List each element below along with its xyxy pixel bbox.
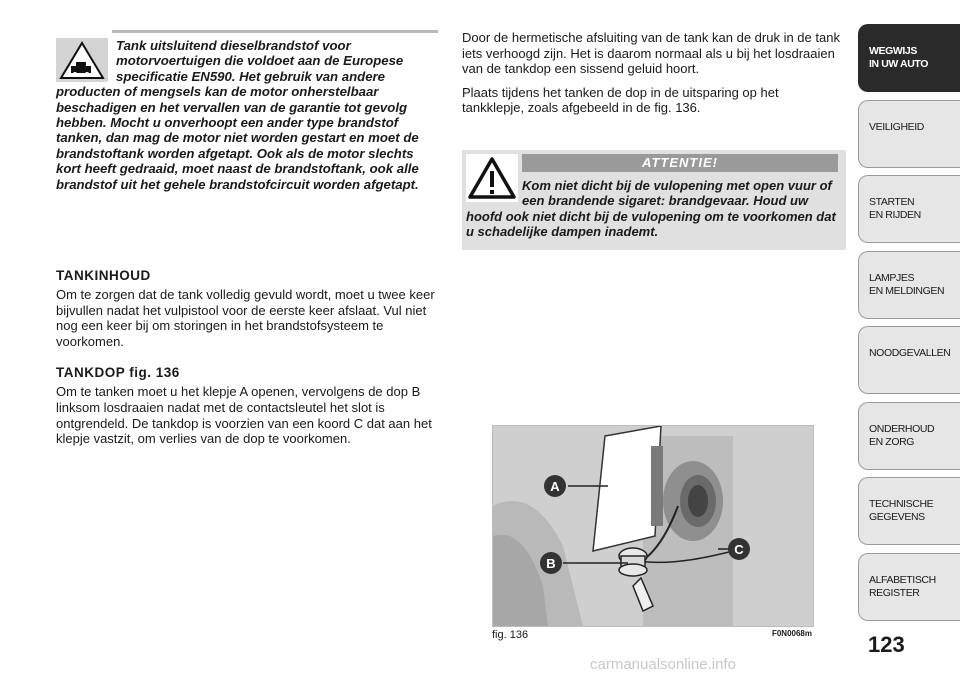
figure-caption-row <box>492 629 812 641</box>
attention-title: ATTENTIE! <box>522 154 838 172</box>
label-c: C <box>734 542 744 557</box>
figure-136-image <box>492 425 814 627</box>
fuel-warning-note <box>56 38 440 192</box>
tankinhoud-text: Om te zorgen dat de tank volledig gevuld wordt, moet u twee keer bijvullen nadat het vulpistool voor de eerste keer afslaat. Vul niet nog een keer bij om storingen in het brandstofsysteem te voorkomen. <box>56 287 435 349</box>
attention-float-spacer <box>466 178 522 208</box>
watermark: carmanualsonline.info <box>590 656 736 673</box>
tab-lampjes-en-meldingen[interactable]: LAMPJES EN MELDINGEN <box>858 251 960 319</box>
figure-caption: fig. 136 <box>492 629 529 641</box>
tankdop-text: Om te tanken moet u het klepje A openen, vervolgens de dop B linksom losdraaien nadat met de contactsleutel het slot is ontgrendeld. De tankdop is voorzien van een koord C dat aan het klepje vastzit, om verlies van de dop te voorkomen. <box>56 384 432 447</box>
label-c-marker <box>728 538 750 560</box>
tab-veiligheid[interactable]: VEILIGHEID <box>858 100 960 168</box>
tab-wegwijs[interactable]: WEGWIJS IN UW AUTO <box>858 24 960 92</box>
page-number: 123 <box>868 632 905 657</box>
warning-vehicle-icon <box>56 38 108 82</box>
fuel-warning-icon-area <box>56 38 116 84</box>
tab-technische-gegevens[interactable]: TECHNISCHE GEGEVENS <box>858 477 960 545</box>
label-a-marker <box>544 475 566 497</box>
left-body <box>56 268 440 447</box>
cap-placement-text: Plaats tijdens het tanken de dop in de uitsparing op het tankklepje, zoals afgebeeld in de fig. 136. <box>462 84 779 116</box>
tankinhoud-heading: TANKINHOUD <box>56 268 151 283</box>
attention-text: Kom niet dicht bij de vulopening met open vuur of een brandende sigaret: brandgevaar. Houd uw hoofd ook niet dicht bij de vulopening om te voorkomen dat u schadelijke dampen inademt. <box>466 178 836 240</box>
tab-starten-en-rijden[interactable]: STARTEN EN RIJDEN <box>858 175 960 243</box>
tankdop-heading: TANKDOP fig. 136 <box>56 365 180 381</box>
figure-code: F0N0068m <box>771 629 812 638</box>
attention-text-wrap <box>466 178 844 240</box>
label-b-marker <box>540 552 562 574</box>
label-b: B <box>546 556 556 571</box>
pressure-text: Door de hermetische afsluiting van de tank kan de druk in de tank iets verhoogd zijn. Het is daarom normaal als u bij het losdraaien van de tankdop een sissend geluid hoort. <box>462 30 840 77</box>
label-a: A <box>550 479 560 494</box>
fuel-cap-illustration <box>493 426 813 626</box>
right-body <box>462 30 842 116</box>
chapter-tabs <box>858 24 960 628</box>
tab-onderhoud-en-zorg[interactable]: ONDERHOUD EN ZORG <box>858 402 960 470</box>
tab-alfabetisch-register[interactable]: ALFABETISCH REGISTER <box>858 553 960 621</box>
tab-noodgevallen[interactable]: NOODGEVALLEN <box>858 326 960 394</box>
attention-box <box>462 150 846 250</box>
fuel-warning-text: Tank uitsluitend dieselbrandstof voor motorvoertuigen die voldoet aan de Europese specificatie EN590. Het gebruik van andere producten of mengsels kan de motor onherstelbaar beschadigen en het vervallen van de garantie tot gevolg hebben. Mocht u onverhoopt een ander type brandstof tanken, dan mag de motor niet worden gestart en moet de brandstoftank worden afgetapt. Ook als de motor slechts kort heeft gedraaid, moet naast de brandstoftank, ook alle brandstof uit het gehele brandstofcircuit worden afgetapt. <box>56 38 419 192</box>
note-top-rule <box>112 30 438 33</box>
